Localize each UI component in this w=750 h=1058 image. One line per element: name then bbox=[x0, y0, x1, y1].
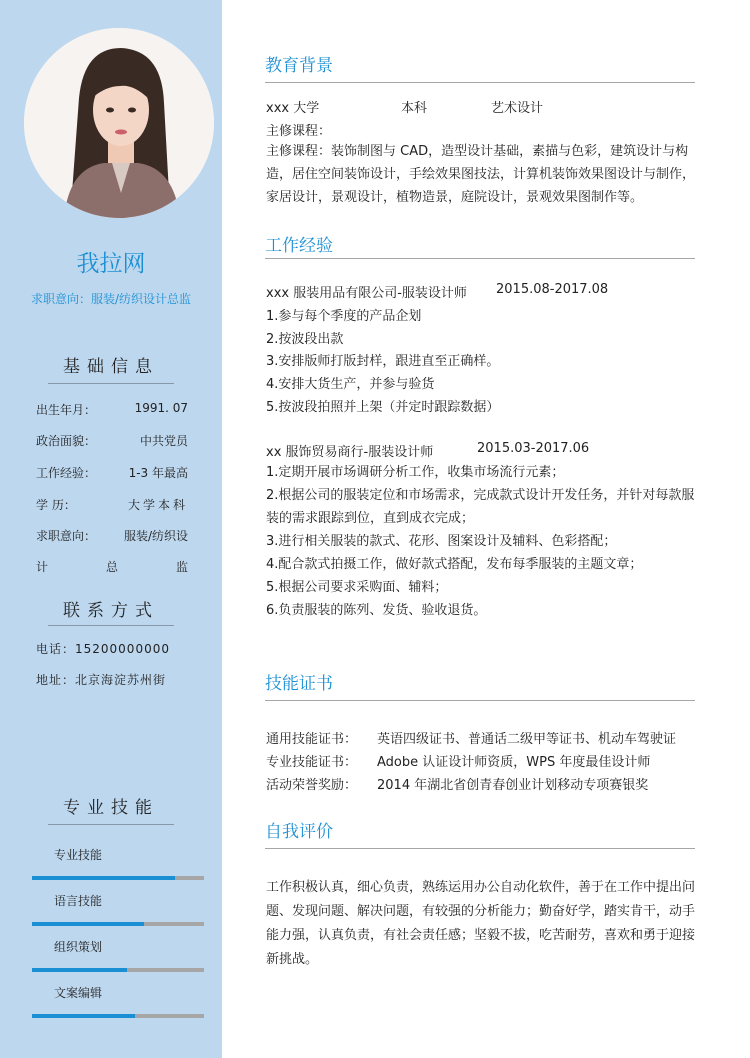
job-duty: 1.参与每个季度的产品企划 bbox=[266, 309, 422, 324]
info-label: 求职意向： bbox=[36, 529, 97, 543]
info-row-birth bbox=[36, 401, 188, 419]
edu-school: xxx 大学 bbox=[266, 101, 320, 116]
job-duty: 3.安排版师打版封样，跟进直至正确样。 bbox=[266, 354, 500, 369]
skill-bar-fill bbox=[32, 1014, 135, 1018]
info-value: 大学本科 bbox=[127, 498, 188, 512]
info-row-intent-wrap bbox=[36, 558, 188, 575]
skills-divider bbox=[48, 824, 174, 825]
info-label: 出生年月： bbox=[36, 403, 97, 417]
cert-label: 活动荣誉奖励： bbox=[266, 778, 358, 793]
certs-divider bbox=[265, 700, 695, 701]
contact-title: 联系方式 bbox=[63, 601, 159, 621]
job-intent: 求职意向：服装/纺织设计总监 bbox=[30, 292, 192, 306]
skill-bar bbox=[32, 876, 204, 880]
job-company: xx 服饰贸易商行-服装设计师 bbox=[266, 445, 434, 460]
info-value: 1991. 07 bbox=[134, 401, 188, 415]
cert-value: 2014 年湖北省创青春创业计划移动专项赛银奖 bbox=[377, 778, 649, 793]
education-title: 教育背景 bbox=[265, 56, 333, 76]
candidate-name: 我拉网 bbox=[76, 251, 146, 277]
basic-info-title: 基础信息 bbox=[63, 357, 159, 377]
self-eval-text: 工作积极认真，细心负责，熟练运用办公自动化软件，善于在工作中提出问题、发现问题、解决问题，有较强的分析能力；勤奋好学，踏实肯干，动手能力强，认真负责，有社会责任感；坚毅不拔，吃苦耐劳，喜欢和勇于迎接新挑战。 bbox=[266, 880, 696, 967]
certs-title: 技能证书 bbox=[265, 674, 333, 694]
info-value: 1-3 年最高 bbox=[128, 466, 188, 480]
cert-label: 通用技能证书： bbox=[266, 732, 358, 747]
work-title: 工作经验 bbox=[265, 236, 333, 256]
cert-value: 英语四级证书、普通话二级甲等证书、机动车驾驶证 bbox=[377, 732, 677, 747]
job-duty: 5.按波段拍照并上架（并定时跟踪数据） bbox=[266, 400, 500, 415]
self-eval-title: 自我评价 bbox=[265, 822, 333, 842]
edu-major: 艺术设计 bbox=[491, 101, 544, 116]
contact-phone: 电话：15200000000 bbox=[36, 642, 170, 656]
contact-divider bbox=[48, 625, 174, 626]
info-row-politics bbox=[36, 432, 188, 450]
skill-bar bbox=[32, 1014, 204, 1018]
avatar-photo bbox=[24, 28, 214, 218]
skill-label: 组织策划 bbox=[54, 940, 103, 954]
edu-degree: 本科 bbox=[401, 101, 428, 116]
info-label: 工作经验： bbox=[36, 466, 97, 480]
skill-label: 语言技能 bbox=[54, 894, 103, 908]
contact-address: 地址：北京海淀苏州街 bbox=[36, 673, 167, 687]
skill-bar-fill bbox=[32, 968, 127, 972]
sidebar bbox=[0, 0, 222, 1058]
education-divider bbox=[265, 82, 695, 83]
info-row-intent bbox=[36, 527, 188, 545]
work-divider bbox=[265, 258, 695, 259]
info-row-education bbox=[36, 496, 188, 514]
skills-title: 专业技能 bbox=[63, 798, 159, 818]
wrap-char: 总 bbox=[105, 560, 118, 574]
skill-bar bbox=[32, 922, 204, 926]
info-value: 服装/纺织设 bbox=[123, 529, 188, 543]
job-period: 2015.03-2017.06 bbox=[477, 441, 590, 456]
job-company: xxx 服装用品有限公司-服装设计师 bbox=[266, 286, 467, 301]
cert-value: Adobe 认证设计师资质，WPS 年度最佳设计师 bbox=[377, 755, 651, 770]
info-value: 中共党员 bbox=[139, 434, 188, 448]
basic-info-divider bbox=[48, 383, 174, 384]
job-duties-text: 1.定期开展市场调研分析工作，收集市场流行元素； 2.根据公司的服装定位和市场需求，完成款式设计开发任务，并针对每款服装的需求跟踪到位，直到成衣完成； 3.进行相关服装的款式、花形、图案设计及辅料、色彩搭配； 4.配合款式拍摄工作，做好款式搭配，发布每季服装的主题文章； 5.根据公司要求采购面、辅料； 6.负责服装的陈列、发货、验收退货。 bbox=[266, 465, 695, 618]
job-duty: 2.按波段出款 bbox=[266, 332, 344, 347]
skill-bar-fill bbox=[32, 876, 175, 880]
info-label: 政治面貌： bbox=[36, 434, 97, 448]
wrap-char: 监 bbox=[175, 560, 188, 574]
edu-courses-text: 主修课程：装饰制图与 CAD，造型设计基础，素描与色彩，建筑设计与构造，居住空间装饰设计，手绘效果图技法，计算机装饰效果图设计与制作，家居设计，景观设计，植物造景，庭院设计，景观效果图制作等。 bbox=[266, 144, 696, 205]
self-eval-divider bbox=[265, 848, 695, 849]
cert-label: 专业技能证书： bbox=[266, 755, 358, 770]
skill-label: 专业技能 bbox=[54, 848, 103, 862]
info-row-experience bbox=[36, 464, 188, 482]
skill-label: 文案编辑 bbox=[54, 986, 103, 1000]
info-label: 学 历： bbox=[36, 498, 76, 512]
skill-bar bbox=[32, 968, 204, 972]
job-period: 2015.08-2017.08 bbox=[496, 282, 609, 297]
edu-courses-label: 主修课程： bbox=[266, 124, 332, 139]
skill-bar-fill bbox=[32, 922, 144, 926]
job-duty: 4.安排大货生产，并参与验货 bbox=[266, 377, 435, 392]
wrap-char: 计 bbox=[36, 560, 49, 574]
